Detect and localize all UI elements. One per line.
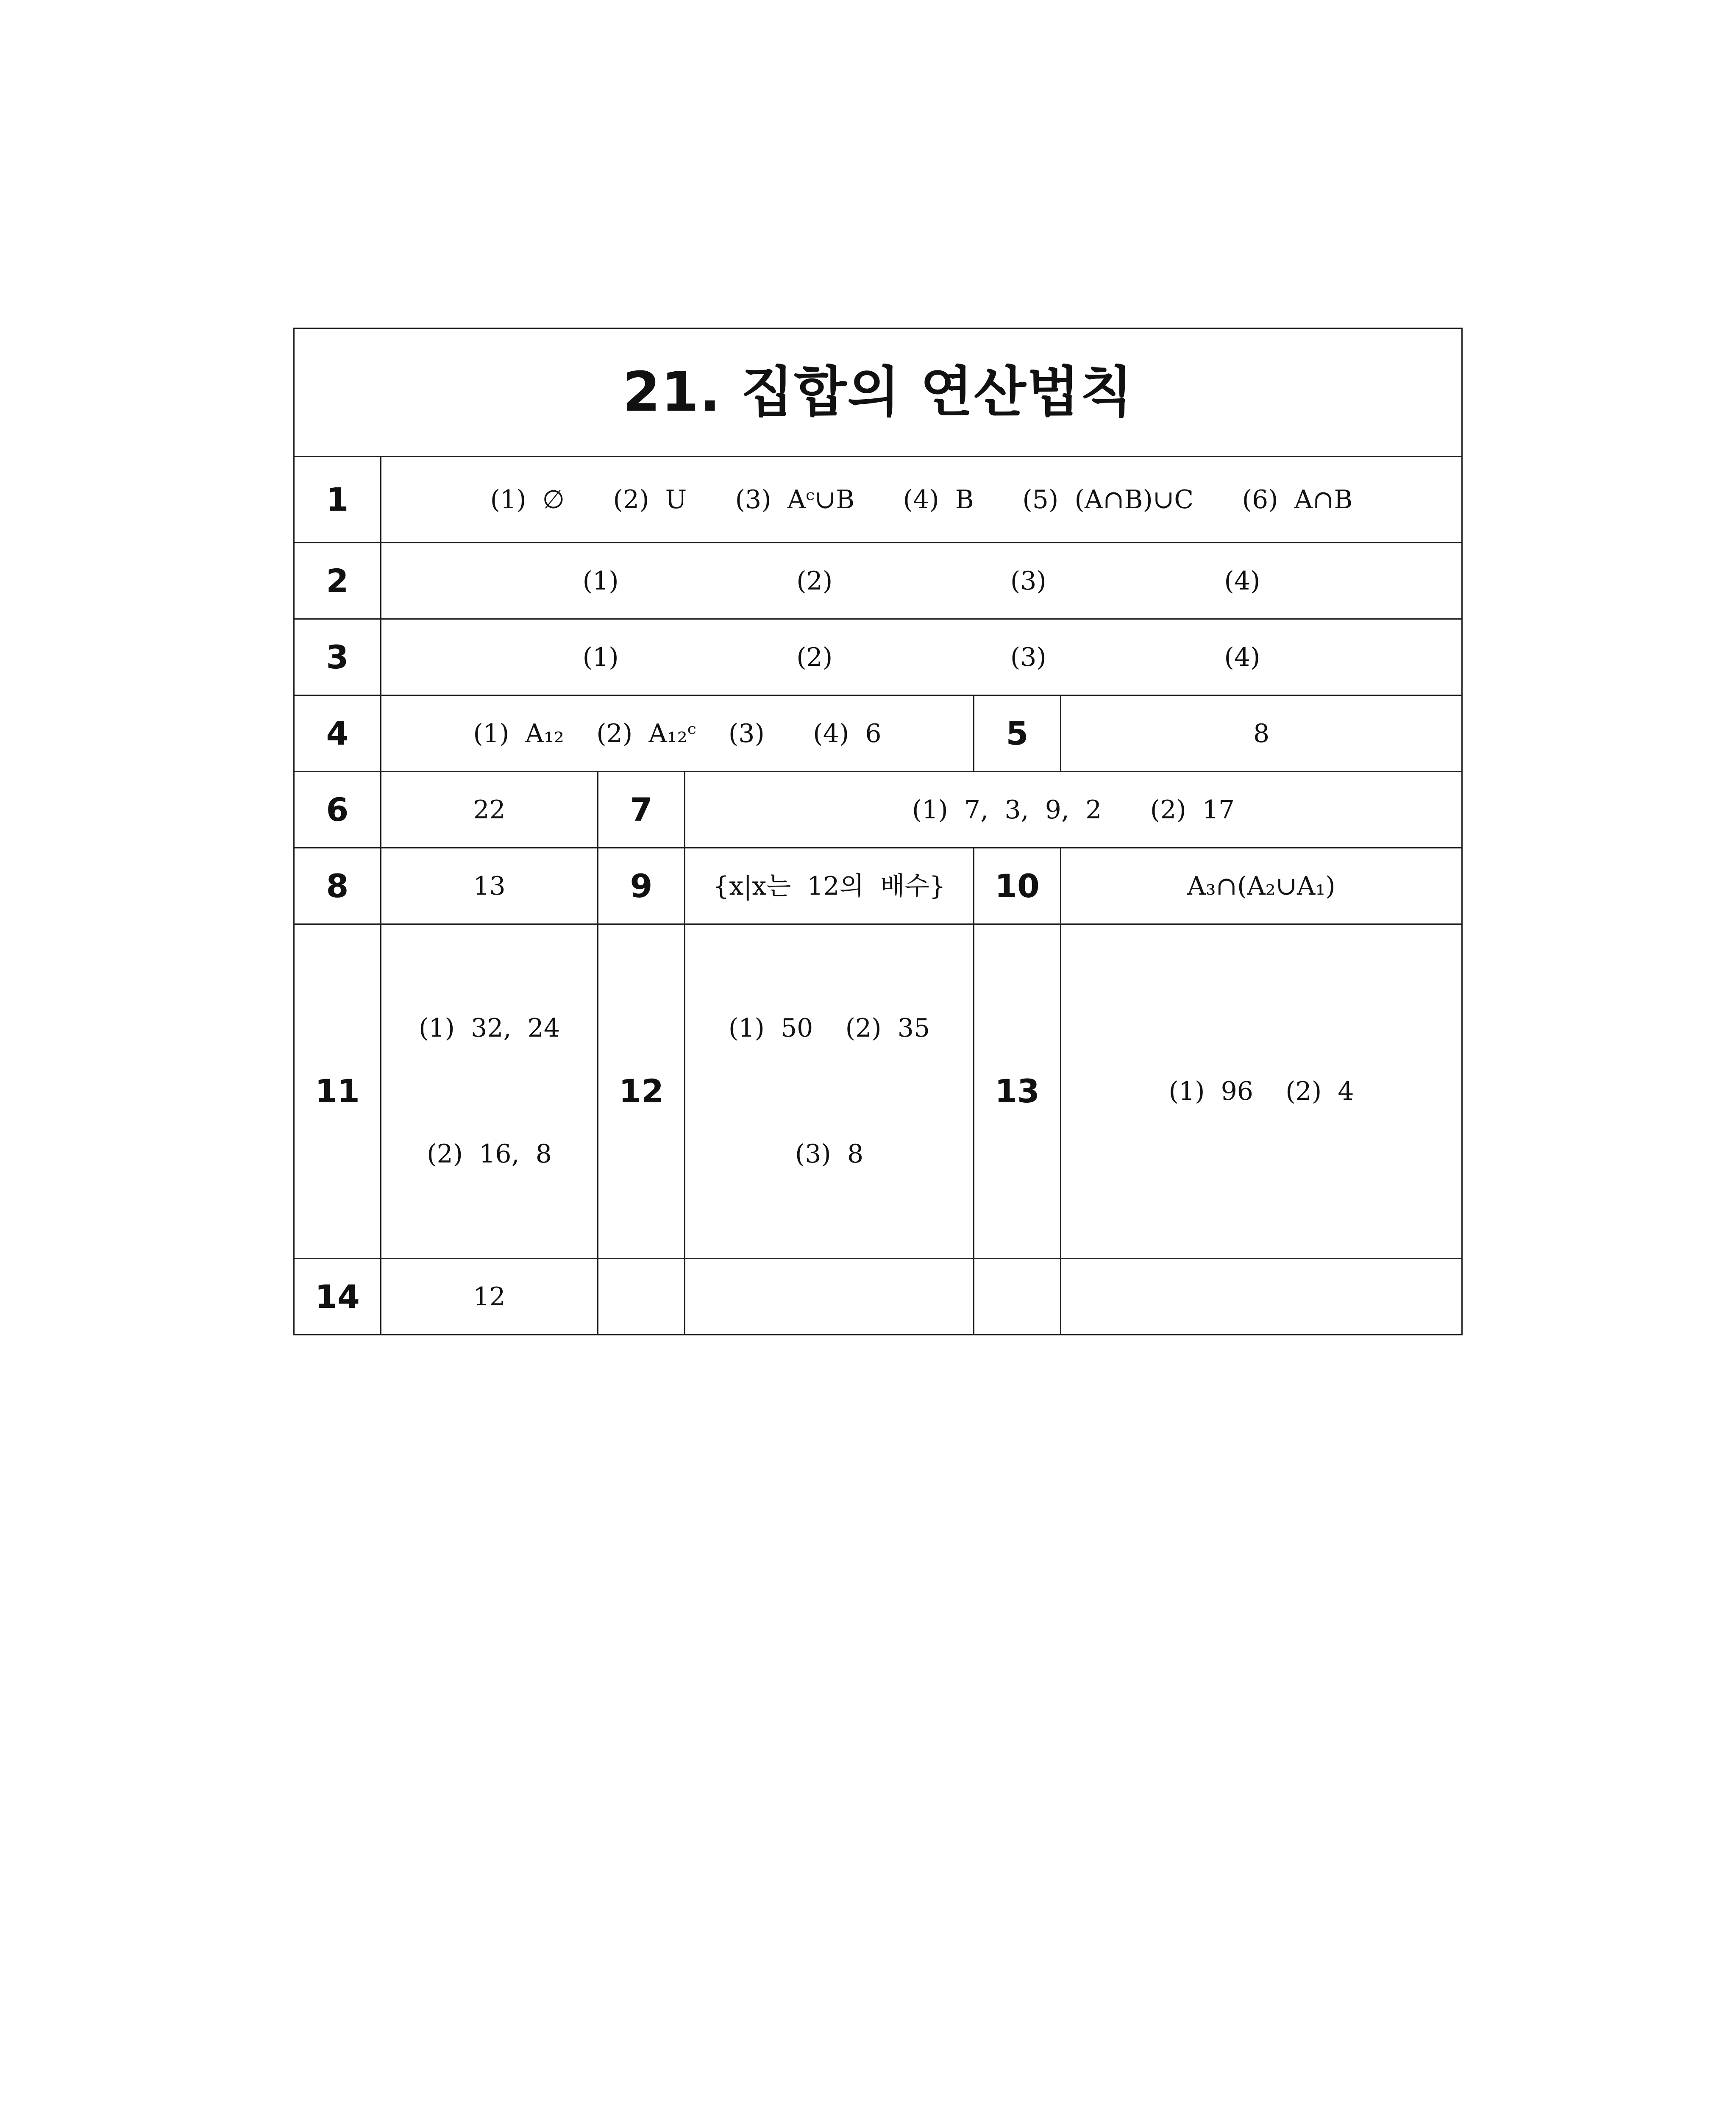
empty-cell (598, 1259, 685, 1335)
answer-cell: (1) 7, 3, 9, 2 (2) 17 (685, 772, 1462, 848)
question-number: 12 (598, 924, 685, 1259)
answer-line: (1) 50 (2) 35 (728, 1013, 930, 1043)
answer-cell: (1) ∅ (2) U (3) Aᶜ∪B (4) B (5) (A∩B)∪C (6) A∩B (381, 457, 1462, 543)
question-number: 3 (294, 619, 381, 695)
empty-cell (1061, 1259, 1462, 1335)
question-number: 4 (294, 695, 381, 772)
question-number: 6 (294, 772, 381, 848)
answer-table (293, 328, 1463, 1335)
answer-line: (2) 16, 8 (427, 1139, 552, 1169)
question-number: 2 (294, 543, 381, 619)
answer-line: (3) 8 (795, 1139, 864, 1169)
answer-cell: 12 (381, 1259, 598, 1335)
question-number: 9 (598, 848, 685, 924)
answer-cell: (1) A₁₂ (2) A₁₂ᶜ (3) (4) 6 (381, 695, 974, 772)
page-title: 21. 집합의 연산법칙 (294, 328, 1462, 457)
question-number: 5 (974, 695, 1061, 772)
empty-cell (974, 1259, 1061, 1335)
answer-cell (685, 924, 974, 1259)
answer-cell: (1) (2) (3) (4) (381, 543, 1462, 619)
answer-cell: A₃∩(A₂∪A₁) (1061, 848, 1462, 924)
question-number: 10 (974, 848, 1061, 924)
answer-cell: {x|x는 12의 배수} (685, 848, 974, 924)
question-number: 14 (294, 1259, 381, 1335)
answer-cell: 13 (381, 848, 598, 924)
answer-cell (381, 924, 598, 1259)
answer-cell: 22 (381, 772, 598, 848)
question-number: 7 (598, 772, 685, 848)
answer-cell: 8 (1061, 695, 1462, 772)
question-number: 8 (294, 848, 381, 924)
question-number: 13 (974, 924, 1061, 1259)
answer-line: (1) 32, 24 (418, 1013, 560, 1043)
answer-cell: (1) 96 (2) 4 (1061, 924, 1462, 1259)
question-number: 1 (294, 457, 381, 543)
answer-cell: (1) (2) (3) (4) (381, 619, 1462, 695)
empty-cell (685, 1259, 974, 1335)
question-number: 11 (294, 924, 381, 1259)
